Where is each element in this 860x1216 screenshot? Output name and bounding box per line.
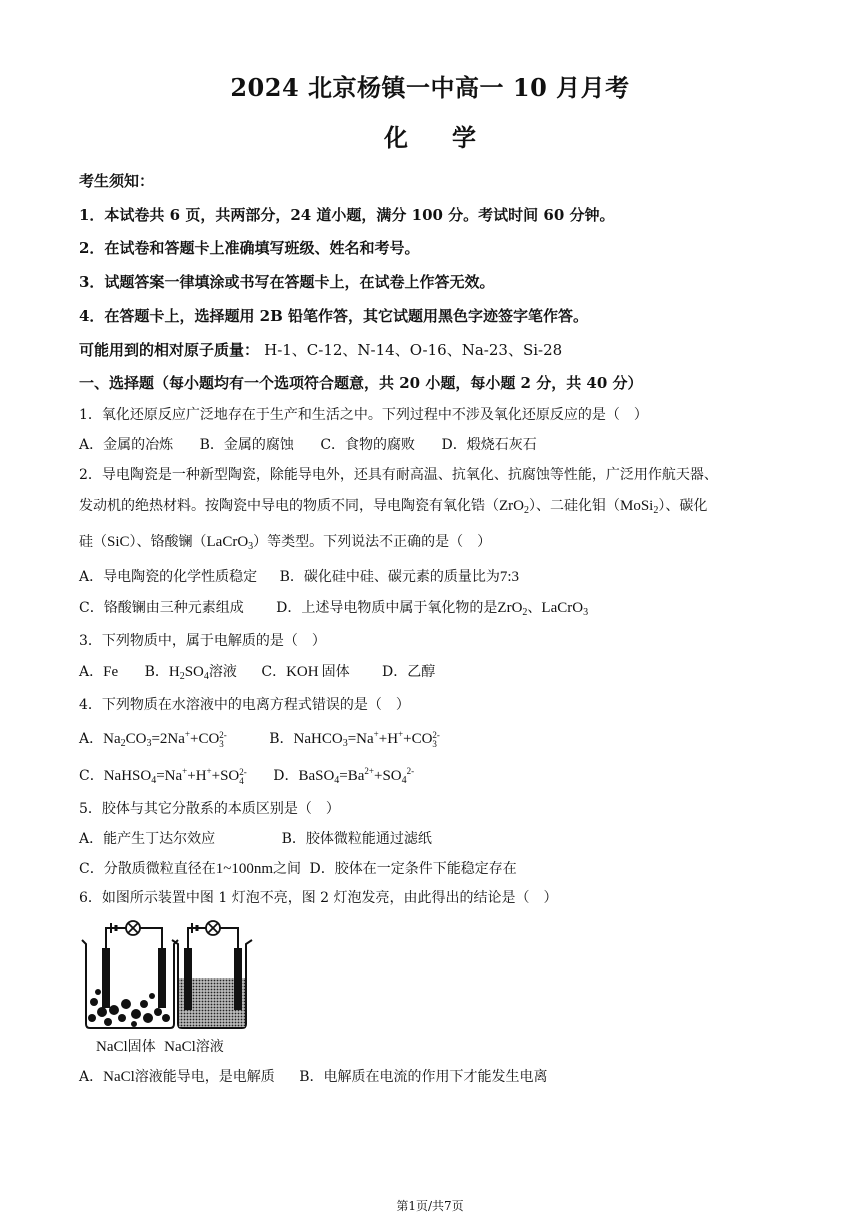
beaker-2 (172, 940, 252, 1028)
q6-option-b: B．电解质在电流的作用下才能发生电离 (299, 1069, 548, 1085)
q3-c-suffix: 固体 (321, 664, 350, 680)
q6-options-ab (79, 1066, 548, 1086)
q5-c-range: 1~100nm (215, 861, 274, 877)
q4-b-label: B． (269, 731, 294, 747)
q2-line3 (79, 531, 491, 552)
q4-option-d (273, 768, 414, 784)
q2-line2-text-c: ）、碳化 (658, 498, 708, 514)
q3-a-label: A． (79, 664, 104, 680)
q5-stem: 5．胶体与其它分散系的本质区别是（ ） (79, 801, 340, 817)
equation-baso4: $BaSO_4=Ba^{2+}+SO_4^{2-}$ (298, 766, 415, 786)
atomic-mass-values: H-1、C-12、N-14、O-16、Na-23、Si-28 (264, 341, 563, 359)
q2-line2 (79, 495, 707, 516)
q5-options-cd (79, 858, 517, 878)
equation-nahco3: NaHCO$_3$=Na++H++CO 2- 3 (293, 729, 440, 749)
q3-options (79, 661, 435, 682)
q1-option-c: C．食物的腐败 (320, 437, 416, 453)
figure-caption (96, 1036, 224, 1056)
q1-stem: 1．氧化还原反应广泛地存在于生产和生活之中。下列过程中不涉及氧化还原反应的是（ ） (79, 407, 648, 423)
notice-item-3: 3．试题答案一律填涂或书写在答题卡上，在试卷上作答无效。 (79, 273, 495, 291)
notice-heading: 考生须知： (79, 172, 155, 190)
q4-stem: 4．下列物质在水溶液中的电离方程式错误的是（ ） (79, 697, 410, 713)
formula-lacro3: LaCrO$_3$ (206, 534, 254, 552)
q6-a-text: 溶液能导电，是电解质 (134, 1069, 275, 1085)
q1-option-b: B．金属的腐蚀 (199, 437, 294, 453)
q2-option-b-text: B．碳化硅中硅、碳元素的质量比为 (279, 569, 500, 585)
q3-option-b (145, 664, 237, 680)
q2-option-d-text: D．上述导电物质中属于氧化物的是 (276, 600, 498, 616)
q6-option-a (79, 1069, 275, 1085)
figure-1-label: 固体 (127, 1039, 156, 1055)
q2-options-ab (79, 566, 519, 586)
q2-line2-text-a: 发动机的绝热材料。按陶瓷中导电的物质不同，导电陶瓷有氧化锆（ (79, 498, 499, 514)
q3-c-label: C． (261, 664, 287, 680)
q4-option-c (79, 768, 247, 784)
notice-item-1: 1．本试卷共 6 页，共两部分，24 道小题，满分 100 分。考试时间 60 分钟。 (79, 206, 615, 224)
q1-option-d: D．煅烧石灰石 (441, 437, 537, 453)
bulb-1-icon (126, 921, 140, 935)
q2-option-c: C．铬酸镧由三种元素组成 (79, 600, 244, 616)
q3-b-suffix: 溶液 (208, 664, 237, 680)
q2-option-b (280, 569, 519, 585)
formula-zro2: ZrO$_2$ (499, 498, 529, 516)
exam-title: 2024 北京杨镇一中高一 10 月月考 (230, 73, 630, 102)
q1-options (79, 434, 537, 454)
q2-separator: 、 (527, 600, 542, 616)
q2-line3-text-b: ）、铬酸镧（ (129, 534, 207, 550)
figure-2-label: 溶液 (195, 1039, 224, 1055)
q2-line3-text-c: ）等类型。下列说法不正确的是（ ） (253, 534, 492, 550)
q4-c-label: C． (79, 768, 104, 784)
figure-1-formula: NaCl (96, 1039, 128, 1055)
q5-option-a: A．能产生丁达尔效应 (79, 831, 216, 847)
q5-c-text: C．分散质微粒直径在 (79, 861, 216, 877)
equation-na2co3: $Na_2CO_3=2Na^++CO$ 2- 3 (103, 729, 227, 749)
formula-koh: KOH (286, 664, 319, 680)
q2-option-a: A．导电陶瓷的化学性质稳定 (79, 569, 258, 585)
equation-nahso4: NaHSO$_4$=Na++H++SO 2- 4 (103, 766, 247, 786)
formula-mosi2: MoSi$_2$ (620, 498, 659, 516)
q4-option-b (269, 731, 440, 747)
page-number: 第1页/共7页 (396, 1199, 464, 1213)
q3-option-d: D．乙醇 (382, 664, 436, 680)
formula-zro2-d: ZrO$_2$ (497, 600, 528, 618)
notice-item-4: 4．在答题卡上，选择题用 2B 铅笔作答，其它试题用黑色字迹签字笔作答。 (79, 307, 588, 325)
q4-options-cd (79, 765, 414, 786)
formula-lacro3-d: LaCrO$_3$ (541, 600, 589, 618)
atomic-mass-label: 可能用到的相对原子质量： (79, 341, 260, 359)
q2-options-cd (79, 597, 588, 618)
q4-d-label: D． (273, 768, 299, 784)
q5-options-ab (79, 828, 432, 848)
formula-sic: SiC (107, 534, 130, 550)
q5-c-post: 之间 (273, 861, 302, 877)
q6-a-label: A． (79, 1069, 104, 1085)
q2-line3-text-a: 硅（ (79, 534, 107, 550)
q5-option-c (79, 861, 301, 877)
exam-subject: 化学 (384, 123, 520, 152)
q6-stem: 6．如图所示装置中图 1 灯泡不亮，图 2 灯泡发亮，由此得出的结论是（ ） (79, 890, 558, 906)
q4-option-a (79, 731, 227, 747)
q4-options-ab (79, 728, 440, 749)
q4-a-label: A． (79, 731, 104, 747)
q2-option-d (276, 600, 588, 616)
q2-ratio: 7:3 (499, 569, 520, 585)
bulb-2-icon (206, 921, 220, 935)
q6-a-formula: NaCl (103, 1069, 135, 1085)
formula-fe: Fe (103, 664, 119, 680)
conductivity-apparatus-figure (78, 916, 258, 1030)
beaker-1 (82, 940, 178, 1028)
q3-option-a (79, 664, 118, 680)
section-heading: 一、选择题（每小题均有一个选项符合题意，共 20 小题，每小题 2 分，共 40 分） (79, 374, 643, 392)
q5-option-d: D．胶体在一定条件下能稳定存在 (309, 861, 517, 877)
figure-2-formula: NaCl (164, 1039, 196, 1055)
q3-option-c (261, 664, 349, 680)
q5-option-b: B．胶体微粒能通过滤纸 (281, 831, 432, 847)
q3-stem: 3．下列物质中，属于电解质的是（ ） (79, 633, 326, 649)
formula-h2so4: $H_2SO_4$ (168, 664, 209, 682)
q2-line1: 2．导电陶瓷是一种新型陶瓷，除能导电外，还具有耐高温、抗氧化、抗腐蚀等性能，广泛用作航天器、 (79, 467, 718, 483)
q2-line2-text-b: ）、二硅化钼（ (529, 498, 620, 514)
atomic-mass-line (79, 339, 562, 360)
q1-option-a: A．金属的冶炼 (79, 437, 174, 453)
q3-b-label: B． (144, 664, 169, 680)
notice-item-2: 2．在试卷和答题卡上准确填写班级、姓名和考号。 (79, 239, 420, 257)
